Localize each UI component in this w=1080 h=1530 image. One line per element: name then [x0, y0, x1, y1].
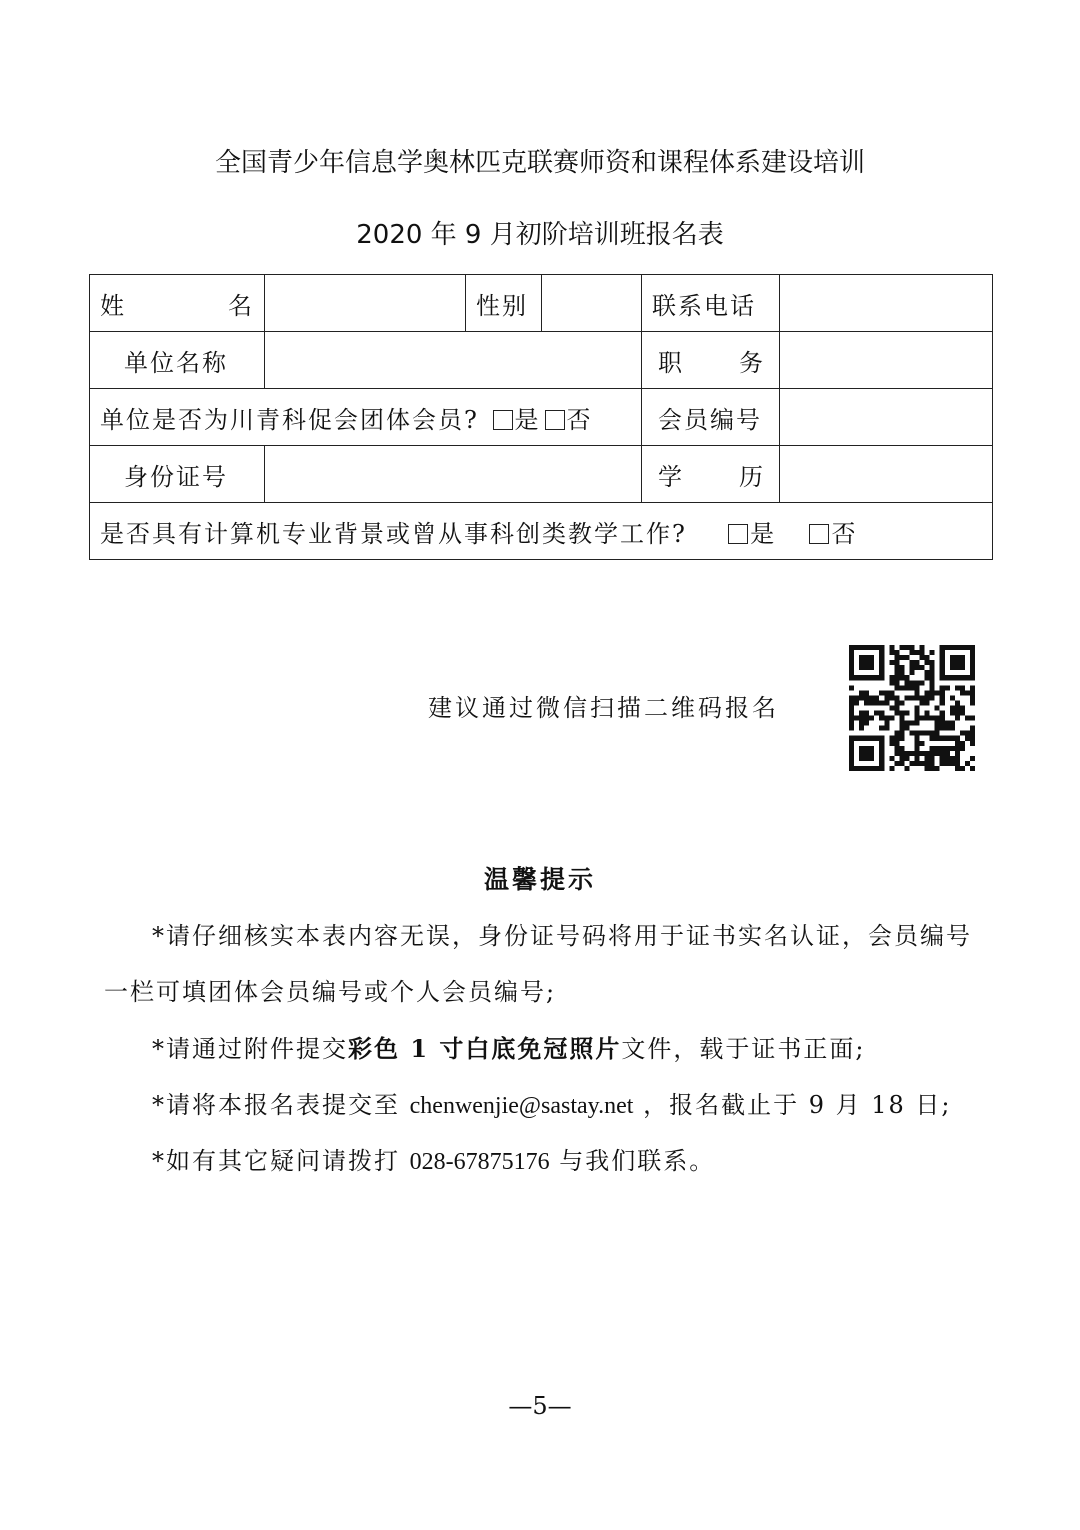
- member-question: 单位是否为川青科促会团体会员? 是 否: [90, 389, 642, 446]
- cs-no-checkbox[interactable]: [809, 524, 829, 544]
- gender-label: 性别: [466, 275, 542, 332]
- submit-email[interactable]: chenwenjie@sastay.net: [409, 1093, 634, 1119]
- form-row-name: [90, 275, 993, 332]
- member-no-label: 会员编号: [642, 389, 780, 446]
- qr-instruction: 建议通过微信扫描二维码报名: [428, 694, 779, 722]
- gender-field[interactable]: [542, 275, 642, 332]
- tip-submit: *请将本报名表提交至 chenwenjie@sastay.net ，报名截止于 9 月 18 日;: [152, 1091, 952, 1119]
- tip-contact: *如有其它疑问请拨打 028-67875176 与我们联系。: [152, 1147, 716, 1175]
- id-label: 身份证号: [90, 446, 265, 503]
- form-row-id: [90, 446, 993, 503]
- id-field[interactable]: [265, 446, 642, 503]
- member-no-field[interactable]: [780, 389, 993, 446]
- unit-label: 单位名称: [90, 332, 265, 389]
- unit-field[interactable]: [265, 332, 642, 389]
- document-subtitle: 2020 年 9 月初阶培训班报名表: [356, 220, 724, 250]
- cs-yes-checkbox[interactable]: [728, 524, 748, 544]
- position-label: 职 务: [642, 332, 780, 389]
- name-field[interactable]: [265, 275, 466, 332]
- tips-heading: 温馨提示: [483, 865, 596, 894]
- education-label: 学 历: [642, 446, 780, 503]
- form-row-cs-background: [90, 503, 993, 560]
- member-no-checkbox[interactable]: [545, 410, 565, 430]
- phone-field[interactable]: [780, 275, 993, 332]
- education-field[interactable]: [780, 446, 993, 503]
- form-row-member: [90, 389, 993, 446]
- page-number: —5—: [508, 1392, 572, 1420]
- document-title: 全国青少年信息学奥林匹克联赛师资和课程体系建设培训: [214, 148, 865, 178]
- phone-label: 联系电话: [642, 275, 780, 332]
- qr-code-icon[interactable]: [849, 645, 975, 771]
- cs-question: 是否具有计算机专业背景或曾从事科创类教学工作? 是 否: [90, 503, 993, 560]
- position-field[interactable]: [780, 332, 993, 389]
- member-yes-checkbox[interactable]: [493, 410, 513, 430]
- tip-verify-info: *请仔细核实本表内容无误，身份证号码将用于证书实名认证，会员编号一栏可填团体会员编号或个人会员编号;: [104, 922, 972, 1006]
- tip-photo: *请通过附件提交彩色 1 寸白底免冠照片文件，载于证书正面;: [152, 1034, 866, 1063]
- name-label: 姓 名: [90, 275, 265, 332]
- registration-form-table: [89, 274, 993, 560]
- contact-phone: 028-67875176: [409, 1149, 550, 1175]
- form-row-unit: [90, 332, 993, 389]
